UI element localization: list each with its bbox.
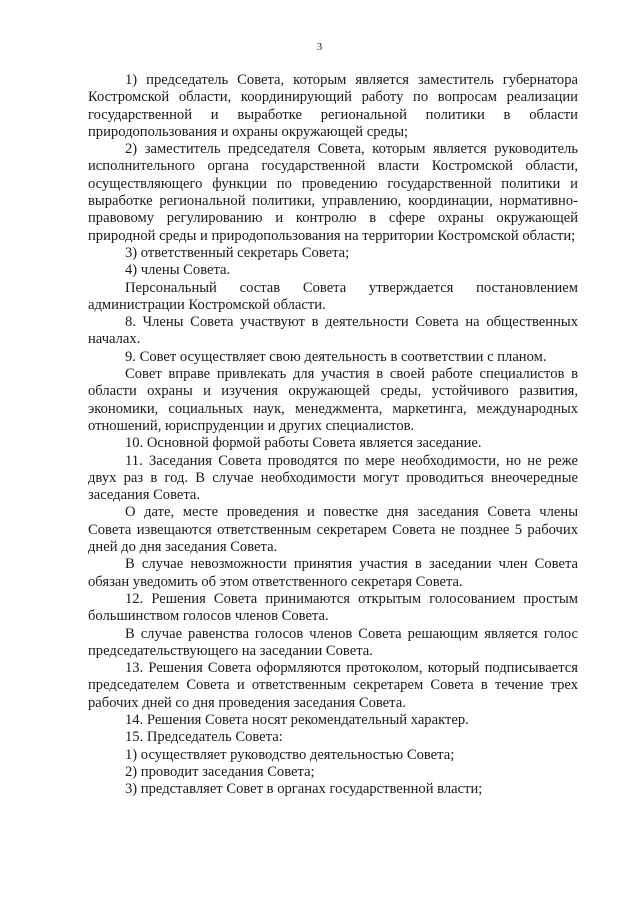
paragraph-clause-15: 15. Председатель Совета: bbox=[125, 729, 283, 746]
paragraph-clause-10: 10. Основной формой работы Совета является заседание. bbox=[125, 435, 482, 452]
paragraph-absence-notice: В случае невозможности принятия участия в заседании член Совета обязан уведомить об этом ответственного секретаря Совета. bbox=[88, 556, 578, 590]
paragraph-member-chairman: 1) председатель Совета, которым является заместитель губернатора Костромской области, координирующий работу по вопросам реализации государственной и выработке региональной политики в области природопользования и охраны окружающей среды; bbox=[88, 72, 578, 140]
paragraph-meeting-notice: О дате, месте проведения и повестке дня заседания Совета члены Совета извещаются ответственным секретарем Совета не позднее 5 рабочих дней до дня заседания Совета. bbox=[88, 504, 578, 556]
paragraph-clause-8: 8. Члены Совета участвуют в деятельности Совета на общественных началах. bbox=[88, 314, 578, 348]
paragraph-clause-11: 11. Заседания Совета проводятся по мере необходимости, но не реже двух раз в год. В случае необходимости могут проводиться внеочередные заседания Совета. bbox=[88, 452, 578, 504]
paragraph-personal-composition: Персональный состав Совета утверждается постановлением администрации Костромской области. bbox=[88, 279, 578, 313]
paragraph-specialists: Совет вправе привлекать для участия в своей работе специалистов в области охраны и изучения окружающей среды, устойчивого развития, экономики, социальных наук, менеджмента, маркетинга, международных отношений, юриспруденции и других специалистов. bbox=[88, 366, 578, 434]
paragraph-chairman-duty-2: 2) проводит заседания Совета; bbox=[125, 763, 315, 780]
paragraph-member-secretary: 3) ответственный секретарь Совета; bbox=[125, 244, 350, 261]
paragraph-tie-vote: В случае равенства голосов членов Совета решающим является голос председательствующего на заседании Совета. bbox=[88, 625, 578, 659]
page-number: 3 bbox=[316, 41, 323, 53]
paragraph-member-members: 4) члены Совета. bbox=[125, 262, 231, 279]
paragraph-clause-9: 9. Совет осуществляет свою деятельность в соответствии с планом. bbox=[125, 348, 547, 365]
paragraph-clause-14: 14. Решения Совета носят рекомендательный характер. bbox=[125, 711, 469, 728]
paragraph-clause-13: 13. Решения Совета оформляются протоколом, который подписывается председателем Совета и ответственным секретарем Совета в течение трех рабочих дней со дня проведения заседания Совета. bbox=[88, 660, 578, 711]
paragraph-clause-12: 12. Решения Совета принимаются открытым голосованием простым большинством голосов членов Совета. bbox=[88, 590, 578, 625]
document-body bbox=[88, 72, 578, 798]
paragraph-chairman-duty-3: 3) представляет Совет в органах государственной власти; bbox=[125, 781, 483, 798]
paragraph-chairman-duty-1: 1) осуществляет руководство деятельностью Совета; bbox=[125, 746, 455, 763]
paragraph-member-deputy-chairman: 2) заместитель председателя Совета, которым является руководитель исполнительного органа государственной власти Костромской области, осуществляющего функции по проведению государственной политики и выработке региональной политики, управлению, координации, нормативно-правовому регулированию и контролю в сфере охраны окружающей природной среды и природопользования на территории Костромской области; bbox=[88, 141, 578, 244]
